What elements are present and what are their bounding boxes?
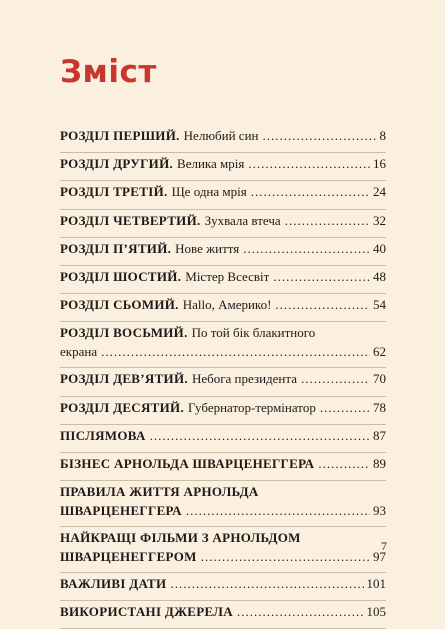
toc-page-number: 70 [373, 371, 386, 387]
toc-page-number: 32 [373, 212, 386, 228]
toc-entry-line [60, 324, 386, 342]
toc-page-number: 101 [366, 576, 386, 592]
toc-entry-line [60, 427, 386, 445]
toc-entry-line [60, 240, 386, 258]
dot-leader [201, 548, 370, 566]
toc-entry-line [60, 399, 386, 417]
toc-entry [60, 397, 386, 425]
toc-entry-heading: РОЗДІЛ СЬОМИЙ. [60, 297, 179, 313]
dot-leader [101, 343, 370, 361]
dot-leader [243, 240, 370, 258]
toc-entry [60, 601, 386, 629]
page-number: 7 [381, 539, 387, 553]
toc-entry-subtitle: Містер Всесвіт [185, 268, 270, 284]
toc-entry-subtitle: По той бік блакитного [191, 325, 316, 341]
toc-entry [60, 322, 386, 368]
dot-leader [275, 296, 370, 314]
dot-leader [301, 370, 370, 388]
toc-entry-continuation-text: ШВАРЦЕНЕГГЕРОМ [60, 549, 197, 565]
page-title: Зміст [60, 54, 157, 90]
toc-entry-line [60, 127, 386, 145]
toc-entry [60, 573, 386, 601]
toc-entry-heading: РОЗДІЛ П’ЯТИЙ. [60, 240, 172, 256]
toc-entry-line [60, 529, 386, 547]
toc-page-number: 97 [373, 549, 386, 565]
toc-entry-line [60, 455, 386, 473]
toc-entry-continuation [60, 502, 386, 520]
toc-entry-line [60, 603, 386, 621]
toc-page-number: 24 [373, 184, 386, 200]
toc-entry [60, 481, 386, 527]
toc-entry-line [60, 296, 386, 314]
toc-entry [60, 210, 386, 238]
toc-entry-continuation [60, 548, 386, 566]
toc-entry-heading: БІЗНЕС АРНОЛЬДА ШВАРЦЕНЕГГЕРА [60, 455, 315, 471]
toc-entry-continuation [60, 343, 386, 361]
dot-leader [150, 427, 370, 445]
toc-entry [60, 453, 386, 481]
dot-leader [248, 155, 370, 173]
toc-entry-continuation-text: ШВАРЦЕНЕГГЕРА [60, 503, 182, 519]
toc-entry-line [60, 155, 386, 173]
dot-leader [285, 212, 370, 230]
table-of-contents [60, 125, 386, 629]
toc-page-number: 40 [373, 240, 386, 256]
toc-entry [60, 125, 386, 153]
toc-entry-subtitle: Зухвала втеча [204, 212, 281, 228]
toc-entry-subtitle: Нелюбий син [183, 128, 259, 143]
toc-entry-line [60, 370, 386, 388]
dot-leader [237, 603, 364, 621]
toc-entry-subtitle: Губернатор-термінатор [188, 399, 316, 415]
dot-leader [186, 502, 370, 520]
toc-page-number: 105 [366, 604, 386, 620]
toc-entry-heading: ПРАВИЛА ЖИТТЯ АРНОЛЬДА [60, 484, 259, 500]
toc-entry-heading: РОЗДІЛ ДЕСЯТИЙ. [60, 399, 185, 415]
toc-entry-subtitle: Небога президента [191, 371, 297, 387]
toc-entry [60, 181, 386, 209]
toc-entry-heading: РОЗДІЛ ЧЕТВЕРТИЙ. [60, 212, 201, 228]
toc-entry-heading: РОЗДІЛ ПЕРШИЙ. [60, 128, 180, 143]
toc-entry-line [60, 575, 386, 593]
toc-entry-heading: РОЗДІЛ ТРЕТІЙ. [60, 184, 168, 200]
toc-entry-heading: РОЗДІЛ ВОСЬМИЙ. [60, 325, 188, 341]
toc-entry-heading: ВАЖЛИВІ ДАТИ [60, 576, 167, 592]
dot-leader [251, 183, 370, 201]
toc-page-number: 89 [373, 455, 386, 471]
toc-entry-subtitle: Нове життя [175, 240, 240, 256]
toc-page-number: 48 [373, 268, 386, 284]
toc-entry [60, 368, 386, 396]
toc-entry-subtitle: Велика мрія [177, 156, 245, 172]
toc-entry-heading: РОЗДІЛ ДЕВ’ЯТИЙ. [60, 371, 188, 387]
toc-entry [60, 425, 386, 453]
toc-entry-heading: ВИКОРИСТАНІ ДЖЕРЕЛА [60, 604, 233, 620]
toc-entry [60, 527, 386, 573]
toc-entry [60, 266, 386, 294]
dot-leader [320, 399, 370, 417]
toc-entry-heading: РОЗДІЛ ШОСТИЙ. [60, 268, 182, 284]
toc-entry-heading: РОЗДІЛ ДРУГИЙ. [60, 156, 174, 172]
toc-entry [60, 153, 386, 181]
toc-entry [60, 294, 386, 322]
toc-page-number: 87 [373, 427, 386, 443]
toc-page-number: 8 [379, 128, 386, 143]
toc-entry-continuation-text: екрана [60, 344, 98, 360]
dot-leader [170, 575, 363, 593]
dot-leader [273, 268, 370, 286]
toc-entry-line [60, 483, 386, 501]
toc-page-number: 54 [373, 297, 386, 313]
toc-entry-line [60, 268, 386, 286]
toc-page-number: 62 [373, 344, 386, 360]
toc-entry-heading: НАЙКРАЩІ ФІЛЬМИ З АРНОЛЬДОМ [60, 530, 301, 546]
toc-entry [60, 238, 386, 266]
dot-leader [263, 127, 377, 145]
toc-page-number: 16 [373, 156, 386, 172]
dot-leader [318, 455, 370, 473]
toc-entry-heading: ПІСЛЯМОВА [60, 427, 146, 443]
toc-page-number: 78 [373, 399, 386, 415]
toc-page-number: 93 [373, 503, 386, 519]
toc-entry-subtitle: Hallo, Америко! [182, 297, 272, 313]
toc-entry-subtitle: Ще одна мрія [171, 184, 247, 200]
toc-entry-line [60, 183, 386, 201]
toc-entry-line [60, 212, 386, 230]
